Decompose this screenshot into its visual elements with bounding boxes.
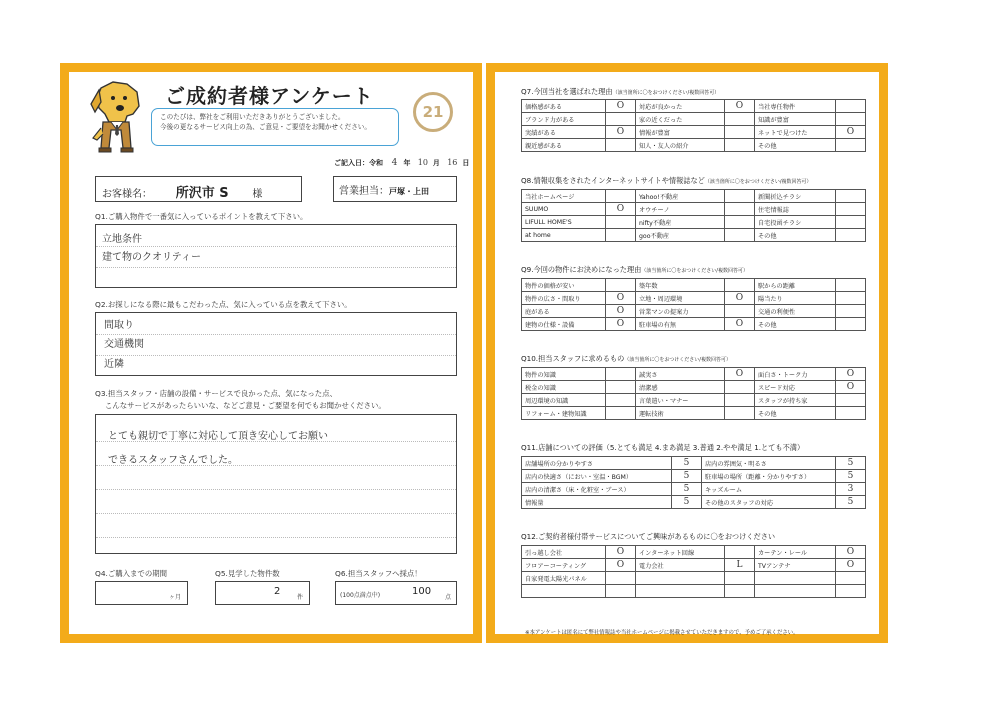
q1-answer-1: 立地条件 (102, 234, 142, 245)
q11-score[interactable]: 5 (836, 457, 866, 470)
q10-mark[interactable] (725, 394, 755, 407)
q9-option[interactable]: その他 (755, 318, 836, 331)
q9-mark[interactable] (836, 292, 866, 305)
q6-answer-box (335, 581, 457, 605)
q9-mark[interactable]: O (606, 292, 636, 305)
q12-option[interactable]: 引っ越し会社 (522, 546, 606, 559)
greeting-bubble (151, 108, 399, 146)
q11-row (522, 457, 866, 470)
date-month-unit: 月 (432, 159, 440, 167)
q2-answer-3: 近隣 (104, 359, 124, 370)
q7-row (522, 113, 866, 126)
q8-title-row (521, 176, 812, 186)
customer-label: お客様名： (102, 189, 152, 200)
q3-question-line-1: Q3.担当スタッフ・店舗の設備・サービスで良かった点、気になった点、 (95, 389, 337, 398)
q12-row (522, 546, 866, 559)
q12-mark[interactable] (725, 585, 755, 598)
q11-item: キッズルーム (702, 483, 836, 496)
q9-option[interactable]: 交通の利便性 (755, 305, 836, 318)
q9-row (522, 292, 866, 305)
q9-row (522, 279, 866, 292)
q10-mark[interactable]: O (836, 368, 866, 381)
q12-row (522, 572, 866, 585)
q9-option[interactable]: 物件の価格が安い (522, 279, 606, 292)
q9-table (521, 278, 866, 331)
q8-mark[interactable] (725, 203, 755, 216)
date-label: ご記入日：令和 (334, 159, 383, 167)
q7-row (522, 139, 866, 152)
q11-item: 店舗場所の分かりやすさ (522, 457, 672, 470)
q8-option[interactable]: SUUMO (522, 203, 606, 216)
q7-option[interactable]: 実績がある (522, 126, 606, 139)
q7-note: （該当箇所に〇をおつけください/複数回答可） (612, 90, 720, 96)
q12-mark[interactable] (836, 572, 866, 585)
q9-title: Q9.今回の物件にお決めになった理由 (521, 265, 642, 274)
century21-logo: 21 (413, 92, 453, 132)
staff-label: 営業担当： (339, 186, 389, 197)
q8-table (521, 189, 866, 242)
q9-option[interactable]: 建物の仕様・設備 (522, 318, 606, 331)
customer-name-box (95, 176, 302, 202)
q3-question-line-2: こんなサービスがあったらいいな、などご意見・ご要望を何でもお聞かせください。 (105, 401, 386, 410)
q6-label: Q6.担当スタッフへ採点！ (335, 569, 422, 578)
customer-name: 所沢市 S (175, 186, 229, 201)
q9-option[interactable]: 陽当たり (755, 292, 836, 305)
q8-option[interactable]: goo不動産 (636, 229, 725, 242)
q10-option[interactable]: 物件の知識 (522, 368, 606, 381)
greeting-line-1: このたびは、弊社をご利用いただきありがとうございました。 (160, 113, 345, 121)
q5-unit: 件 (296, 594, 303, 601)
q9-mark[interactable] (836, 279, 866, 292)
q8-row (522, 216, 866, 229)
q9-option[interactable]: 築年数 (636, 279, 725, 292)
q12-option[interactable]: フロアーコーティング (522, 559, 606, 572)
q11-row (522, 470, 866, 483)
q7-mark[interactable]: O (606, 100, 636, 113)
q11-score[interactable]: 3 (836, 483, 866, 496)
q12-option[interactable]: 自家発電太陽光パネル (522, 572, 606, 585)
q7-option[interactable]: 情報が豊富 (636, 126, 725, 139)
q3-answer-1: とても親切で丁寧に対応して頂き安心してお願い (108, 431, 328, 442)
q8-row (522, 203, 866, 216)
q7-row (522, 100, 866, 113)
q9-mark[interactable] (606, 279, 636, 292)
q12-mark[interactable]: L (725, 559, 755, 572)
q11-score[interactable]: 5 (672, 483, 702, 496)
q10-title-row (521, 354, 731, 364)
q5-answer-box (215, 581, 310, 605)
q7-title-row (521, 87, 719, 97)
q10-note: （該当箇所に〇をおつけください/複数回答可） (624, 357, 731, 363)
q7-row (522, 126, 866, 139)
q7-option[interactable]: 知識が豊富 (755, 113, 836, 126)
q10-option[interactable]: 面白さ・トーク力 (755, 368, 836, 381)
q10-mark[interactable] (606, 394, 636, 407)
q8-option[interactable]: 自宅投函チラシ (755, 216, 836, 229)
q10-option[interactable]: 誠実さ (636, 368, 725, 381)
q5-value: 2 (274, 586, 281, 597)
q10-mark[interactable] (725, 407, 755, 420)
q10-mark[interactable] (836, 394, 866, 407)
q12-mark[interactable]: O (606, 559, 636, 572)
q12-option[interactable] (755, 572, 836, 585)
q2-answer-box (95, 312, 457, 376)
q8-mark[interactable] (836, 190, 866, 203)
q9-option[interactable]: 駅からの距離 (755, 279, 836, 292)
q8-mark[interactable] (725, 216, 755, 229)
q7-mark[interactable] (836, 100, 866, 113)
q8-mark[interactable] (725, 190, 755, 203)
q8-option[interactable]: 新聞折込チラシ (755, 190, 836, 203)
staff-box (333, 176, 457, 202)
q10-option[interactable]: 清潔感 (636, 381, 725, 394)
q1-question: Q1.ご購入物件で一番気に入っているポイントを教えて下さい。 (95, 212, 308, 221)
q7-mark[interactable] (606, 139, 636, 152)
q9-mark[interactable] (836, 305, 866, 318)
q9-mark[interactable] (836, 318, 866, 331)
q9-mark[interactable] (725, 305, 755, 318)
q10-option[interactable]: その他 (755, 407, 836, 420)
q8-option[interactable]: at home (522, 229, 606, 242)
q8-option[interactable]: 当社ホームページ (522, 190, 606, 203)
q8-option[interactable]: その他 (755, 229, 836, 242)
q8-row (522, 229, 866, 242)
q12-mark[interactable]: O (606, 546, 636, 559)
survey-right-page (486, 63, 888, 643)
q8-mark[interactable] (836, 229, 866, 242)
q10-mark[interactable] (606, 368, 636, 381)
date-row (334, 158, 469, 168)
q6-value: 100 (412, 586, 432, 597)
q11-score[interactable]: 5 (672, 470, 702, 483)
q3-answer-box (95, 414, 457, 554)
q9-title-row (521, 265, 748, 275)
q7-option[interactable]: ネットで見つけた (755, 126, 836, 139)
q9-option[interactable]: 駐車場の有無 (636, 318, 725, 331)
q12-mark[interactable] (836, 585, 866, 598)
q12-option[interactable] (522, 585, 606, 598)
q12-title: Q12.ご契約者様付帯サービスについてご興味があるものに〇をおつけください (521, 532, 776, 541)
q11-item: 店内の清潔さ（床・化粧室・ブース） (522, 483, 672, 496)
q11-item: 駐車場の場所（距離・分かりやすさ） (702, 470, 836, 483)
q12-option[interactable]: TVアンテナ (755, 559, 836, 572)
q10-row (522, 407, 866, 420)
q11-score[interactable]: 5 (672, 496, 702, 509)
q10-option[interactable]: 税金の知識 (522, 381, 606, 394)
q8-title: Q8.情報収集をされたインターネットサイトや情報誌など (521, 176, 705, 185)
date-year: 4 (391, 158, 398, 168)
q8-note: （該当箇所に〇をおつけください/複数回答可） (704, 179, 812, 185)
q11-score[interactable]: 5 (836, 470, 866, 483)
q11-item: 情報量 (522, 496, 672, 509)
q2-answer-2: 交通機関 (104, 339, 144, 350)
q7-mark[interactable] (725, 126, 755, 139)
greeting-line-2: 今後の更なるサービス向上の為、ご意見・ご要望をお聞かせください。 (160, 123, 371, 131)
q12-option[interactable]: カーテン・レール (755, 546, 836, 559)
q7-mark[interactable]: O (725, 100, 755, 113)
q9-row (522, 318, 866, 331)
q8-mark[interactable]: O (606, 203, 636, 216)
q7-table (521, 99, 866, 152)
q10-title: Q10.担当スタッフに求めるもの (521, 354, 625, 363)
q8-mark[interactable] (606, 216, 636, 229)
q7-option[interactable]: 価格感がある (522, 100, 606, 113)
q10-option[interactable]: スピード対応 (755, 381, 836, 394)
q9-mark[interactable]: O (725, 318, 755, 331)
q10-mark[interactable] (836, 407, 866, 420)
q7-title: Q7.今回当社を選ばれた理由 (521, 87, 613, 96)
survey-title: ご成約者様アンケート (165, 84, 374, 108)
q12-mark[interactable]: O (836, 559, 866, 572)
q12-row (522, 559, 866, 572)
q8-mark[interactable] (725, 229, 755, 242)
q9-option[interactable]: 立地・周辺環境 (636, 292, 725, 305)
q12-option[interactable] (636, 572, 725, 585)
q11-item: その他のスタッフの対応 (702, 496, 836, 509)
footer-note: ※本アンケートは匿名にて弊社情報誌や当社ホームページに掲載させていただきますので、予めご了承ください。 (525, 630, 799, 636)
q10-option[interactable]: リフォーム・建物知識 (522, 407, 606, 420)
q12-mark[interactable]: O (836, 546, 866, 559)
q10-table (521, 367, 866, 420)
q2-answer-1: 間取り (104, 320, 134, 331)
q8-option[interactable]: 住宅情報誌 (755, 203, 836, 216)
q7-mark[interactable] (836, 113, 866, 126)
q8-option[interactable]: nifty不動産 (636, 216, 725, 229)
q12-mark[interactable] (725, 572, 755, 585)
q7-option[interactable]: 知人・友人の紹介 (636, 139, 725, 152)
q4-answer-box (95, 581, 188, 605)
q7-mark[interactable] (606, 113, 636, 126)
q12-option[interactable] (636, 585, 725, 598)
q8-mark[interactable] (836, 203, 866, 216)
q9-mark[interactable]: O (606, 318, 636, 331)
q7-option[interactable]: ブランド力がある (522, 113, 606, 126)
q8-option[interactable]: Yahoo!不動産 (636, 190, 725, 203)
q12-option[interactable]: インターネット回線 (636, 546, 725, 559)
q10-row (522, 368, 866, 381)
survey-left-page (60, 63, 482, 643)
q4-label: Q4.ご購入までの期間 (95, 569, 167, 578)
staff-names: 戸塚・上田 (389, 187, 429, 196)
q10-option[interactable]: 周辺環境の知識 (522, 394, 606, 407)
date-day: 16 (447, 158, 458, 167)
dog-mascot-icon (87, 78, 149, 158)
q12-table (521, 545, 866, 598)
q12-mark[interactable] (606, 572, 636, 585)
customer-suffix: 様 (252, 189, 263, 200)
date-month: 10 (417, 158, 428, 167)
q4-unit: ヶ月 (168, 594, 181, 601)
q8-mark[interactable] (836, 216, 866, 229)
q7-option[interactable]: 当社専任物件 (755, 100, 836, 113)
q6-unit: 点 (444, 594, 451, 601)
q9-option[interactable]: 庭がある (522, 305, 606, 318)
q8-row (522, 190, 866, 203)
q11-title: Q11.店舗についての評価（5.とても満足 4.まあ満足 3.普通 2.やや満足 1.とても不満） (521, 443, 805, 452)
q10-row (522, 394, 866, 407)
q9-row (522, 305, 866, 318)
q12-option[interactable] (755, 585, 836, 598)
q3-answer-2: できるスタッフさんでした。 (108, 455, 238, 466)
q8-mark[interactable] (606, 190, 636, 203)
q9-option[interactable]: 物件の広さ・間取り (522, 292, 606, 305)
q12-row (522, 585, 866, 598)
q9-mark[interactable]: O (725, 292, 755, 305)
q8-option[interactable]: LIFULL HOME'S (522, 216, 606, 229)
q12-mark[interactable] (606, 585, 636, 598)
q7-mark[interactable] (836, 139, 866, 152)
q11-score[interactable]: 5 (836, 496, 866, 509)
q10-option[interactable]: 運転技術 (636, 407, 725, 420)
q6-note: (100点満点中) (340, 592, 381, 599)
q1-answer-2: 建て物のクオリティー (102, 252, 201, 263)
q10-mark[interactable]: O (725, 368, 755, 381)
q7-mark[interactable] (725, 139, 755, 152)
q9-option[interactable]: 営業マンの提案力 (636, 305, 725, 318)
q11-score[interactable]: 5 (672, 457, 702, 470)
q11-table (521, 456, 866, 509)
q12-mark[interactable] (725, 546, 755, 559)
q10-option[interactable]: 言葉遣い・マナー (636, 394, 725, 407)
q1-answer-box (95, 224, 457, 288)
q10-mark[interactable] (606, 407, 636, 420)
q10-option[interactable]: スタッフが持ち家 (755, 394, 836, 407)
q9-note: （該当箇所に〇をおつけください/複数回答可） (641, 268, 748, 274)
q10-row (522, 381, 866, 394)
q9-mark[interactable]: O (606, 305, 636, 318)
q7-option[interactable]: 家の近くだった (636, 113, 725, 126)
q7-option[interactable]: 親近感がある (522, 139, 606, 152)
q12-option[interactable]: 電力会社 (636, 559, 725, 572)
date-day-unit: 日 (462, 159, 470, 167)
q10-mark[interactable] (606, 381, 636, 394)
q8-option[interactable]: オウチーノ (636, 203, 725, 216)
q7-mark[interactable]: O (606, 126, 636, 139)
date-year-unit: 年 (403, 159, 411, 167)
q5-label: Q5.見学した物件数 (215, 569, 280, 578)
q7-option[interactable]: 対応が良かった (636, 100, 725, 113)
q10-mark[interactable] (725, 381, 755, 394)
q11-row (522, 496, 866, 509)
q9-mark[interactable] (725, 279, 755, 292)
q7-mark[interactable] (725, 113, 755, 126)
q11-item: 店内の雰囲気・明るさ (702, 457, 836, 470)
q2-question: Q2.お探しになる際に最もこだわった点、気に入っている点を教えて下さい。 (95, 300, 352, 309)
q11-row (522, 483, 866, 496)
q10-mark[interactable]: O (836, 381, 866, 394)
q7-option[interactable]: その他 (755, 139, 836, 152)
q8-mark[interactable] (606, 229, 636, 242)
q7-mark[interactable]: O (836, 126, 866, 139)
q11-item: 店内の快適さ（におい・室温・BGM） (522, 470, 672, 483)
